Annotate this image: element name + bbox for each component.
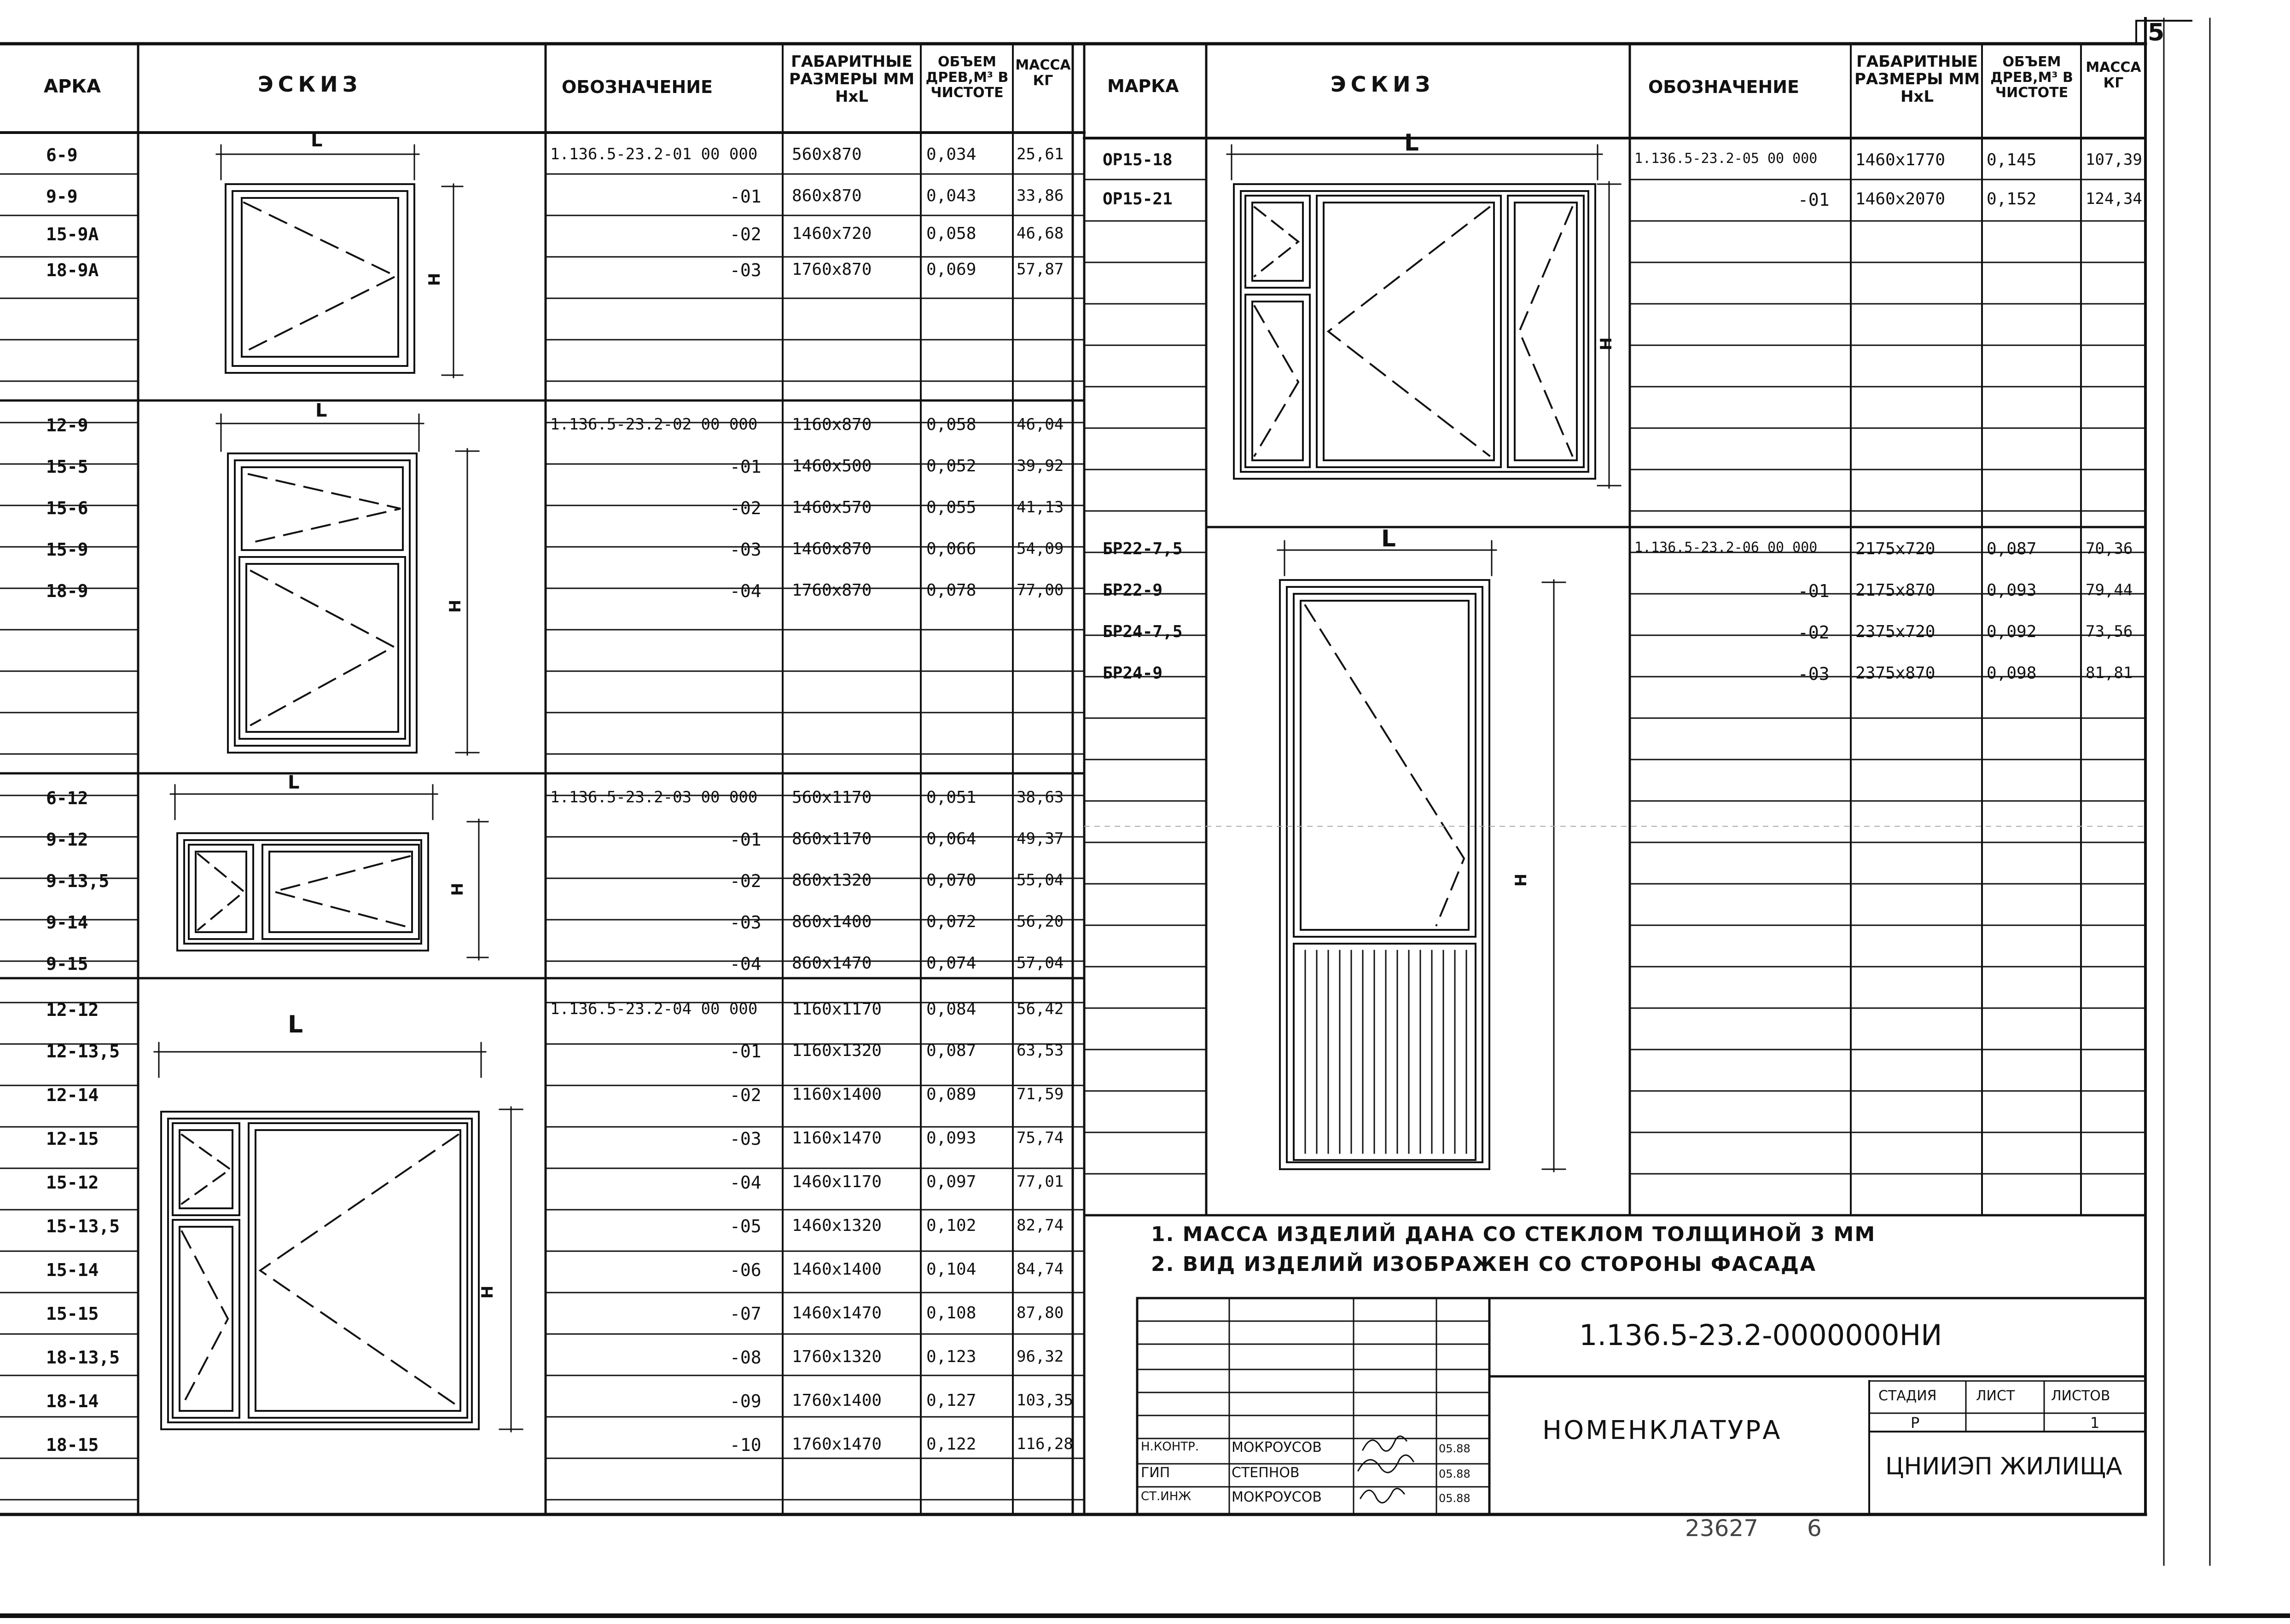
row-mark: 15-9А <box>46 224 99 244</box>
row-designation: -02 <box>730 224 761 244</box>
header-mass: МАССА КГ <box>1015 57 1071 89</box>
organization: ЦНИИЭП ЖИЛИЩА <box>1885 1453 2122 1480</box>
row-volume: 0,089 <box>926 1085 976 1104</box>
row-designation: -10 <box>730 1435 761 1455</box>
stage-label: СТАДИЯ <box>1878 1388 1937 1404</box>
row-dims: 860x870 <box>792 186 862 205</box>
row-dims: 1760x1400 <box>792 1391 882 1410</box>
sketch1-height-label: H <box>425 273 444 286</box>
row-designation: 1.136.5-23.2-03 00 000 <box>550 788 758 806</box>
row-designation: -01 <box>730 1041 761 1061</box>
row-designation: -02 <box>1798 622 1830 643</box>
sketch5-height-label: H <box>1597 337 1616 351</box>
row-volume: 0,058 <box>926 415 976 434</box>
row-mark: БР24-7,5 <box>1103 622 1183 641</box>
row-designation: 1.136.5-23.2-04 00 000 <box>550 1000 758 1018</box>
row-mark: 18-9 <box>46 581 88 601</box>
row-dims: 2375x720 <box>1855 622 1935 641</box>
row-dims: 1760x870 <box>792 581 872 600</box>
sheet-title: НОМЕНКЛАТУРА <box>1542 1415 1782 1445</box>
row-volume: 0,072 <box>926 912 976 931</box>
sig-name-2: СТЕПНОВ <box>1232 1465 1300 1481</box>
header-sketch-right: ЭСКИЗ <box>1331 72 1435 97</box>
row-designation: -04 <box>730 1172 761 1193</box>
row-mass: 57,87 <box>1017 260 1064 278</box>
header-mark: АРКА <box>44 76 101 97</box>
row-volume: 0,051 <box>926 788 976 807</box>
sig-role-3: СТ.ИНЖ <box>1141 1490 1191 1503</box>
row-mass: 49,37 <box>1017 829 1064 848</box>
row-volume: 0,093 <box>1987 581 2037 600</box>
row-mark: БР22-9 <box>1103 581 1163 600</box>
row-mark: 9-15 <box>46 954 88 974</box>
row-mark: 6-9 <box>46 145 78 165</box>
sheets-label: ЛИСТОВ <box>2051 1388 2110 1404</box>
row-designation: 1.136.5-23.2-01 00 000 <box>550 145 758 163</box>
row-designation: -03 <box>730 260 761 280</box>
sig-role-2: ГИП <box>1141 1465 1170 1481</box>
row-mass: 87,80 <box>1017 1304 1064 1322</box>
row-mark: ОР15-21 <box>1103 190 1173 209</box>
row-volume: 0,052 <box>926 457 976 476</box>
header-sketch: ЭСКИЗ <box>258 72 362 97</box>
row-mark: 12-13,5 <box>46 1041 120 1061</box>
sketch6-height-label: H <box>1512 873 1531 887</box>
row-volume: 0,034 <box>926 145 976 164</box>
row-mark: 15-13,5 <box>46 1216 120 1236</box>
row-designation: -06 <box>730 1260 761 1280</box>
row-dims: 2175x720 <box>1855 539 1935 558</box>
row-mark: 15-12 <box>46 1172 99 1193</box>
row-designation: -07 <box>730 1304 761 1324</box>
header-volume-right: ОБЪЕМ ДРЕВ,М³ В ЧИСТОТЕ <box>1990 54 2073 101</box>
row-dims: 1160x1170 <box>792 1000 882 1019</box>
row-dims: 1160x1470 <box>792 1129 882 1148</box>
row-volume: 0,043 <box>926 186 976 205</box>
sig-date-2: 05.88 <box>1439 1467 1470 1480</box>
row-mark: 9-13,5 <box>46 871 110 891</box>
row-volume: 0,102 <box>926 1216 976 1235</box>
row-mass: 54,09 <box>1017 539 1064 558</box>
row-mass: 124,34 <box>2086 190 2142 208</box>
row-mark: 6-12 <box>46 788 88 808</box>
row-volume: 0,074 <box>926 954 976 973</box>
row-mass: 46,68 <box>1017 224 1064 243</box>
row-mark: 18-15 <box>46 1435 99 1455</box>
sig-name-1: МОКРОУСОВ <box>1232 1439 1322 1456</box>
row-designation: -04 <box>730 954 761 974</box>
archive-number: 23627 <box>1685 1515 1759 1542</box>
row-mark: БР22-7,5 <box>1103 539 1183 558</box>
row-dims: 860x1170 <box>792 829 872 848</box>
sig-role-1: Н.КОНТР. <box>1141 1440 1199 1454</box>
row-volume: 0,122 <box>926 1435 976 1454</box>
row-dims: 2175x870 <box>1855 581 1935 600</box>
row-dims: 1460x1400 <box>792 1260 882 1279</box>
row-designation: -04 <box>730 581 761 601</box>
row-designation: -03 <box>730 539 761 560</box>
row-dims: 860x1470 <box>792 954 872 973</box>
note-2: 2. ВИД ИЗДЕЛИЙ ИЗОБРАЖЕН СО СТОРОНЫ ФАСАДА <box>1151 1253 1817 1276</box>
row-volume: 0,069 <box>926 260 976 279</box>
header-designation: ОБОЗНАЧЕНИЕ <box>562 77 713 97</box>
row-dims: 2375x870 <box>1855 664 1935 683</box>
row-designation: -01 <box>1798 581 1830 601</box>
row-mass: 25,61 <box>1017 145 1064 163</box>
row-dims: 1460x1470 <box>792 1304 882 1322</box>
row-mass: 81,81 <box>2086 664 2133 682</box>
row-dims: 1460x1770 <box>1855 151 1946 169</box>
row-mark: 18-14 <box>46 1391 99 1411</box>
row-volume: 0,070 <box>926 871 976 890</box>
row-mark: 12-14 <box>46 1085 99 1105</box>
row-mark: ОР15-18 <box>1103 151 1173 169</box>
row-mass: 38,63 <box>1017 788 1064 806</box>
row-dims: 1760x1320 <box>792 1347 882 1366</box>
row-volume: 0,055 <box>926 498 976 517</box>
row-mark: 12-15 <box>46 1129 99 1149</box>
row-dims: 1460x500 <box>792 457 872 476</box>
row-mass: 33,86 <box>1017 186 1064 205</box>
row-volume: 0,058 <box>926 224 976 243</box>
sheets-value: 1 <box>2090 1414 2100 1432</box>
row-volume: 0,152 <box>1987 190 2037 209</box>
row-designation: 1.136.5-23.2-05 00 000 <box>1634 151 1818 167</box>
sheet-label: ЛИСТ <box>1976 1388 2015 1404</box>
stage-value: Р <box>1911 1414 1920 1432</box>
row-dims: 560x870 <box>792 145 862 164</box>
row-volume: 0,064 <box>926 829 976 848</box>
row-volume: 0,108 <box>926 1304 976 1322</box>
row-dims: 860x1320 <box>792 871 872 890</box>
row-volume: 0,087 <box>926 1041 976 1060</box>
row-mark: 15-5 <box>46 457 88 477</box>
sketch3-width-label: L <box>288 772 300 793</box>
row-mark: 15-14 <box>46 1260 99 1280</box>
sketch2-width-label: L <box>315 400 327 421</box>
row-mass: 39,92 <box>1017 457 1064 475</box>
sketch5-width-label: L <box>1404 129 1419 156</box>
row-mass: 107,39 <box>2086 151 2142 169</box>
row-mass: 96,32 <box>1017 1347 1064 1366</box>
row-mass: 56,42 <box>1017 1000 1064 1018</box>
row-mass: 56,20 <box>1017 912 1064 931</box>
row-mass: 46,04 <box>1017 415 1064 434</box>
row-mark: 15-15 <box>46 1304 99 1324</box>
row-designation: -09 <box>730 1391 761 1411</box>
row-dims: 1460x1320 <box>792 1216 882 1235</box>
header-designation-right: ОБОЗНАЧЕНИЕ <box>1648 77 1800 97</box>
row-mass: 71,59 <box>1017 1085 1064 1103</box>
row-volume: 0,084 <box>926 1000 976 1019</box>
row-volume: 0,087 <box>1987 539 2037 558</box>
row-dims: 1160x1320 <box>792 1041 882 1060</box>
row-designation: 1.136.5-23.2-02 00 000 <box>550 415 758 434</box>
sketch4-width-label: L <box>288 1011 303 1038</box>
row-mass: 73,56 <box>2086 622 2133 641</box>
row-mark: 9-12 <box>46 829 88 850</box>
row-mass: 70,36 <box>2086 539 2133 558</box>
row-mass: 116,28 <box>1017 1435 1073 1453</box>
archive-page: 6 <box>1807 1515 1822 1542</box>
row-dims: 860x1400 <box>792 912 872 931</box>
row-designation: -05 <box>730 1216 761 1236</box>
row-dims: 1460x2070 <box>1855 190 1946 209</box>
header-dims-right: ГАБАРИТНЫЕ РАЗМЕРЫ ММ HxL <box>1854 52 1980 106</box>
row-mass: 103,35 <box>1017 1391 1073 1409</box>
sketch6-width-label: L <box>1381 525 1396 552</box>
row-mark: 15-9 <box>46 539 88 560</box>
row-volume: 0,127 <box>926 1391 976 1410</box>
row-volume: 0,093 <box>926 1129 976 1148</box>
row-designation: -01 <box>730 186 761 207</box>
row-mark: 18-9А <box>46 260 99 280</box>
row-dims: 1460x1170 <box>792 1172 882 1191</box>
header-dims: ГАБАРИТНЫЕ РАЗМЕРЫ ММ HxL <box>789 52 915 106</box>
row-mass: 77,00 <box>1017 581 1064 599</box>
row-mark: 9-14 <box>46 912 88 933</box>
row-mark: 12-9 <box>46 415 88 435</box>
row-mass: 41,13 <box>1017 498 1064 516</box>
sketch4-height-label: H <box>478 1285 497 1299</box>
sheet-number: 5 <box>2148 19 2165 46</box>
header-mark-right: МАРКА <box>1107 76 1179 96</box>
row-volume: 0,145 <box>1987 151 2037 169</box>
row-designation: -03 <box>730 912 761 933</box>
row-designation: -03 <box>730 1129 761 1149</box>
sketch2-height-label: H <box>446 599 465 613</box>
row-mark: БР24-9 <box>1103 664 1163 683</box>
row-mass: 55,04 <box>1017 871 1064 889</box>
row-designation: -03 <box>1798 664 1830 684</box>
row-dims: 1760x1470 <box>792 1435 882 1454</box>
row-mass: 57,04 <box>1017 954 1064 972</box>
row-designation: -02 <box>730 871 761 891</box>
header-mass-right: МАССА КГ <box>2086 59 2141 91</box>
row-mass: 82,74 <box>1017 1216 1064 1235</box>
row-designation: -08 <box>730 1347 761 1368</box>
row-dims: 1460x720 <box>792 224 872 243</box>
row-dims: 1460x570 <box>792 498 872 517</box>
row-mark: 9-9 <box>46 186 78 207</box>
row-volume: 0,078 <box>926 581 976 600</box>
sig-date-1: 05.88 <box>1439 1442 1470 1455</box>
row-mass: 84,74 <box>1017 1260 1064 1278</box>
row-volume: 0,104 <box>926 1260 976 1279</box>
sketch3-height-label: H <box>448 882 467 896</box>
row-mark: 18-13,5 <box>46 1347 120 1368</box>
row-mass: 79,44 <box>2086 581 2133 599</box>
row-designation: -02 <box>730 498 761 518</box>
document-code: 1.136.5-23.2-0000000НИ <box>1579 1318 1942 1352</box>
row-dims: 1160x870 <box>792 415 872 434</box>
row-designation: -01 <box>730 457 761 477</box>
row-volume: 0,066 <box>926 539 976 558</box>
row-dims: 1760x870 <box>792 260 872 279</box>
row-mark: 15-6 <box>46 498 88 518</box>
row-mass: 77,01 <box>1017 1172 1064 1191</box>
row-designation: -01 <box>730 829 761 850</box>
sig-name-3: МОКРОУСОВ <box>1232 1489 1322 1505</box>
header-volume: ОБЪЕМ ДРЕВ,М³ В ЧИСТОТЕ <box>925 54 1009 101</box>
row-mass: 63,53 <box>1017 1041 1064 1060</box>
row-dims: 1160x1400 <box>792 1085 882 1104</box>
row-mass: 75,74 <box>1017 1129 1064 1147</box>
sig-date-3: 05.88 <box>1439 1492 1470 1505</box>
row-dims: 560x1170 <box>792 788 872 807</box>
row-designation: -01 <box>1798 190 1830 210</box>
row-volume: 0,098 <box>1987 664 2037 683</box>
row-designation: -02 <box>730 1085 761 1105</box>
note-1: 1. МАССА ИЗДЕЛИЙ ДАНА СО СТЕКЛОМ ТОЛЩИНОЙ 3 ММ <box>1151 1223 1876 1246</box>
row-volume: 0,092 <box>1987 622 2037 641</box>
row-mark: 12-12 <box>46 1000 99 1020</box>
row-designation: 1.136.5-23.2-06 00 000 <box>1634 539 1818 556</box>
row-volume: 0,123 <box>926 1347 976 1366</box>
sketch1-width-label: L <box>311 130 323 151</box>
row-dims: 1460x870 <box>792 539 872 558</box>
row-volume: 0,097 <box>926 1172 976 1191</box>
